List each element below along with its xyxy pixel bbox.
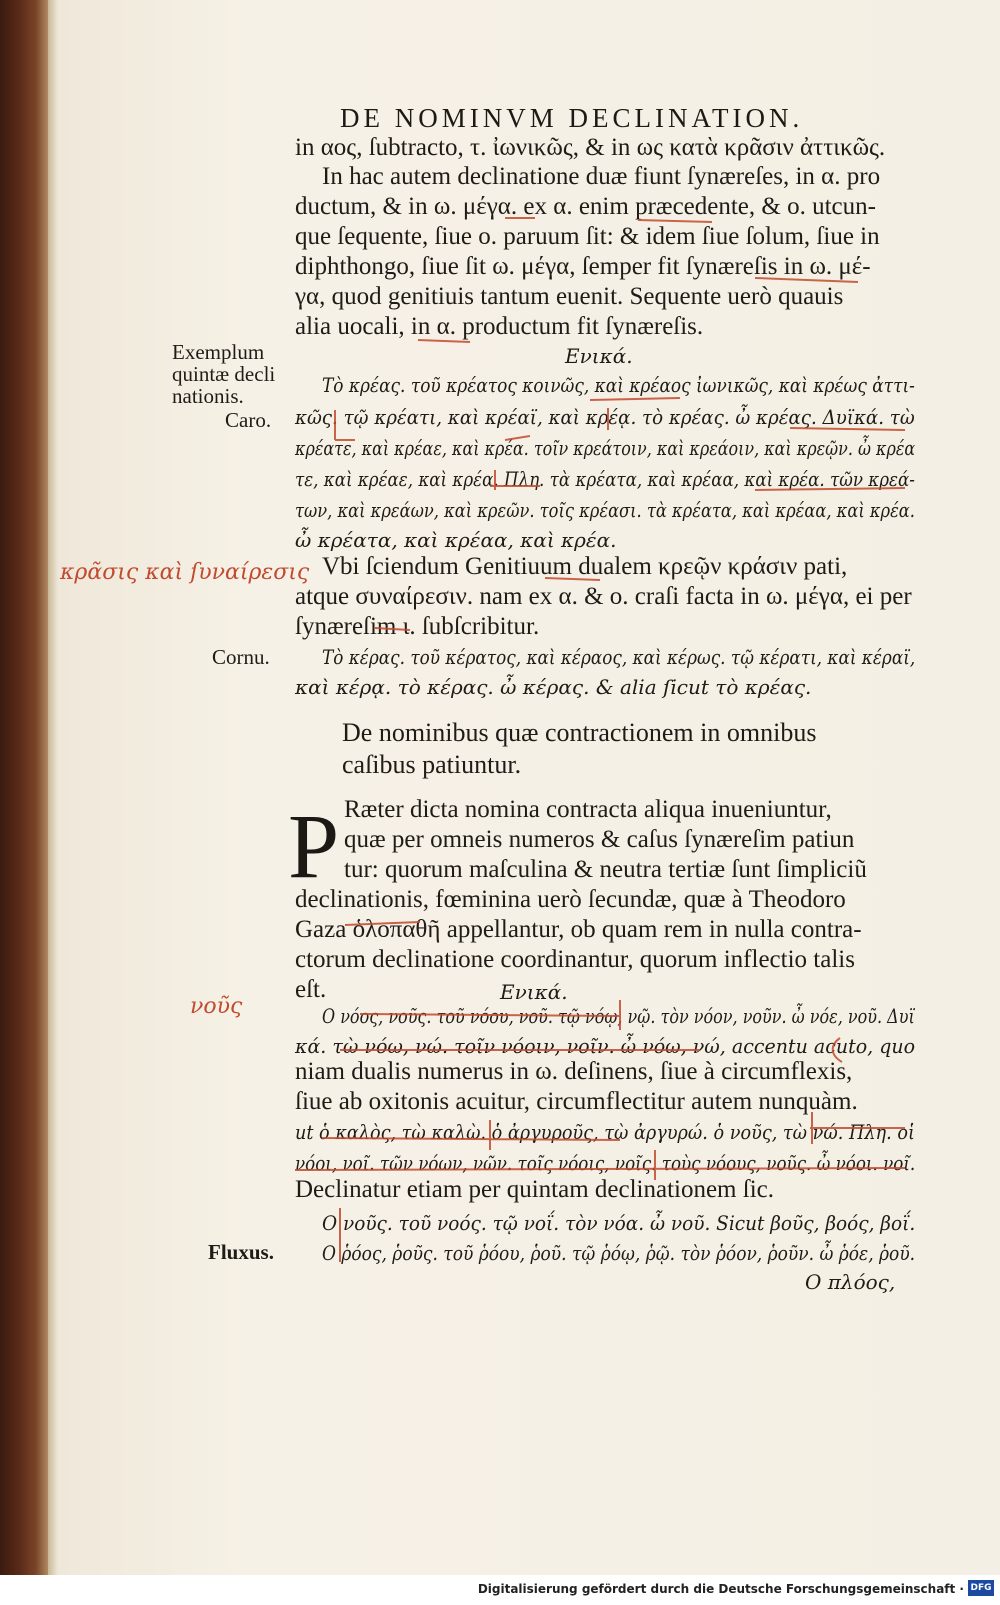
- text-line: atque συναίρεσιν. nam ex α. & ο. craſi facta in ω. μέγα, ei per: [295, 583, 912, 610]
- text-line: declinationis, fœminina uerò ſecundæ, quæ à Theodoro: [295, 886, 846, 913]
- text-line: γα, quod genitiuis tantum euenit. Sequente uerò quauis: [295, 283, 844, 310]
- section-title: De nominibus quæ contractionem in omnibus: [342, 718, 817, 747]
- running-header: DE NOMINVM DECLINATION.: [340, 103, 804, 133]
- text-line: In hac autem declinatione duæ fiunt ſynæreſes, in α. pro: [322, 163, 881, 190]
- text-line: ctorum declinatione coordinantur, quorum inflectio talis: [295, 946, 855, 973]
- text-line: quæ per omneis numeros & caſus ſynæreſim patiun: [344, 826, 855, 853]
- text-line: Ræter dicta nomina contracta aliqua inueniuntur,: [344, 796, 832, 823]
- section-heading-greek: Ενικά.: [565, 344, 633, 368]
- text-line: νόοι, νοῖ. τῶν νόων, νῶν. τοῖς νόοις, νοῖς. τοὺς νόους, νοῦς. ὦ νόοι. νοῖ.: [295, 1151, 916, 1175]
- margin-note: Caro.: [225, 408, 272, 432]
- text-line: ſiue ab oxitonis acuitur, circumflectitur autem nunquàm.: [295, 1088, 858, 1115]
- text-line: κῶς. τῷ κρέατι, καὶ κρέαϊ, καὶ κρέᾳ. τὸ κρέας. ὦ κρέας. Δυϊκά. τὼ: [295, 405, 915, 429]
- dfg-logo: DFG: [968, 1580, 994, 1596]
- section-title: caſibus patiuntur.: [342, 750, 522, 779]
- text-line: Gaza ὁλοπαθῆ appellantur, ob quam rem in nulla contra-: [295, 916, 862, 943]
- text-line: Ο νόος, νοῦς. τοῦ νόου, νοῦ. τῷ νόῳ, νῷ. τὸν νόον, νοῦν. ὦ νόε, νοῦ. Δυϊ: [322, 1004, 915, 1028]
- text-line: diphthongo, ſiue ſit ω. μέγα, ſemper fit ſynæreſis in ω. μέ-: [295, 253, 871, 280]
- text-line: Ο νοῦς. τοῦ νοός. τῷ νοΐ. τὸν νόα. ὦ νοῦ. Sicut βοῦς, βοός, βοΐ.: [322, 1211, 916, 1235]
- margin-note: nationis.: [172, 384, 244, 408]
- text-line: ὦ κρέατα, καὶ κρέαα, καὶ κρέα.: [295, 528, 617, 552]
- text-line: Declinatur etiam per quintam declinationem ſic.: [295, 1176, 774, 1203]
- text-line: Τὸ κέρας. τοῦ κέρατος, καὶ κέραος, καὶ κέρως. τῷ κέρατι, καὶ κέραϊ,: [322, 645, 916, 669]
- text-line: κά. τὼ νόω, νώ. τοῖν νόοιν, νοῖν. ὦ νόω, νώ, accentu acuto, quo: [295, 1034, 916, 1058]
- section-heading-greek: Ενικά.: [500, 980, 568, 1004]
- text-line: Vbi ſciendum Genitiuum dualem κρεῷν κράσιν pati,: [322, 553, 848, 580]
- text-line: eſt.: [295, 976, 327, 1003]
- handwritten-annotation: νοῦς: [190, 994, 243, 1019]
- margin-note: Exemplum: [172, 340, 265, 364]
- text-line: niam dualis numerus in ω. deſinens, ſiue à circumflexis,: [295, 1058, 853, 1085]
- text-line: alia uocali, in α. productum fit ſynæreſis.: [295, 313, 704, 340]
- text-line: κρέατε, καὶ κρέαε, καὶ κρέα. τοῖν κρεάτοιν, καὶ κρεάοιν, καὶ κρεῷν. ὦ κρέα: [295, 436, 916, 460]
- margin-note: quintæ decli: [172, 362, 276, 386]
- margin-note: Cornu.: [212, 645, 270, 669]
- margin-note: Fluxus.: [208, 1240, 274, 1264]
- text-line: καὶ κέρᾳ. τὸ κέρας. ὦ κέρας. & alia ſicut τὸ κρέας.: [295, 675, 812, 699]
- drop-cap: P: [288, 795, 340, 897]
- handwritten-annotation: κρᾶσις καὶ ſυναίρεσις: [60, 560, 310, 585]
- text-line: των, καὶ κρεάων, καὶ κρεῶν. τοῖς κρέασι. τὰ κρέατα, καὶ κρέαα, καὶ κρέα.: [295, 498, 915, 522]
- text-line: ſynæreſim ι. ſubſcribitur.: [295, 613, 540, 640]
- text-line: Τὸ κρέας. τοῦ κρέατος κοινῶς, καὶ κρέαος ἰωνικῶς, καὶ κρέως ἀττι-: [322, 373, 915, 397]
- text-line: ductum, & in ω. μέγα. ex α. enim præcedente, & ο. utcun-: [295, 193, 876, 220]
- text-line: in αος, ſubtracto, τ. ἰωνικῶς, & in ως κατὰ κρᾶσιν ἀττικῶς.: [295, 134, 886, 161]
- text-line: ut ὁ καλὸς, τὼ καλὼ. ὁ ἀργυροῦς, τὼ ἀργυρώ. ὁ νοῦς, τὼ νώ. Πλη. οἱ: [295, 1120, 915, 1144]
- catchword: Ο πλόος,: [805, 1270, 896, 1294]
- text-line: Ο ῥόος, ῥοῦς. τοῦ ῥόου, ῥοῦ. τῷ ῥόῳ, ῥῷ. τὸν ῥόον, ῥοῦν. ὦ ῥόε, ῥοῦ.: [322, 1241, 916, 1265]
- footer-credit: Digitalisierung gefördert durch die Deutsche Forschungsgemeinschaft ·: [477, 1582, 964, 1596]
- text-line: τε, καὶ κρέαε, καὶ κρέα. Πλη. τὰ κρέατα, καὶ κρέαα, καὶ κρέα. τῶν κρεά-: [295, 467, 915, 491]
- text-line: que ſequente, ſiue ο. paruum ſit: & idem ſiue ſolum, ſiue in: [295, 223, 880, 250]
- text-line: tur: quorum maſculina & neutra tertiæ ſunt ſimpliciũ: [344, 856, 867, 883]
